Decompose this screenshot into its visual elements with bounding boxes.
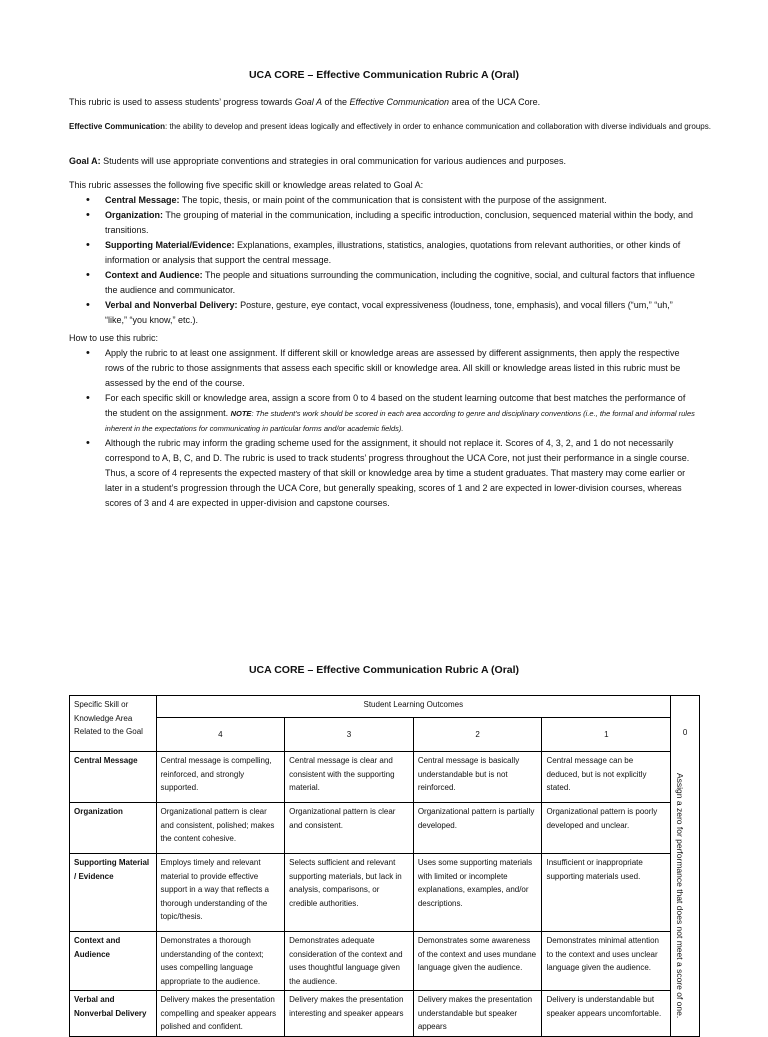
list-item (105, 193, 695, 208)
area-term: Verbal and Nonverbal Delivery: (105, 300, 238, 310)
score-header: 3 (285, 718, 414, 752)
document-title: UCA CORE – Effective Communication Rubric A (Oral) (248, 69, 520, 81)
area-term: Context and Audience: (105, 270, 203, 280)
header-row (70, 696, 700, 718)
instructions-list (105, 346, 695, 511)
table-cell: Central message is basically understandable but is not reinforced. (413, 752, 542, 803)
area-text: The grouping of material in the communication, including a specific introduction, conclusion, sequenced material within the body, and transitions. (105, 210, 693, 235)
skill-cell: Central Message (70, 752, 157, 803)
outcomes-header: Student Learning Outcomes (156, 696, 671, 718)
areas-list (105, 193, 695, 328)
goal-label: Goal A: (69, 156, 101, 166)
zero-description: Assign a zero for performance that does not meet a score of one. (675, 773, 686, 1019)
table-row (70, 854, 700, 932)
table-cell: Demonstrates minimal attention to the context and uses unclear language given the audience. (542, 932, 671, 991)
table-cell: Delivery makes the presentation compelling and speaker appears polished and confident. (156, 991, 285, 1037)
area-text: Explanations, examples, illustrations, statistics, analogies, quotations from relevant authorities, or other kinds of information or analysis that support the central message. (105, 240, 681, 265)
table-cell: Uses some supporting materials with limited or incomplete explanations, examples, and/or descriptions. (413, 854, 542, 932)
list-item: • Although the rubric may inform the grading scheme used for the assignment, it should not replace it. Scores of 4, 3, 2, and 1 do not necessarily correspond to A, B, C, and D. The rubric is used to track students’ progress throughout the UCA Core, not just their performance in a single course. Thus, a score of 4 represents the expected mastery of that skill or knowledge area by time a student graduates. That mastery may come earlier or later in a student’s progression through the UCA Core, but generally speaking, scores of 1 and 2 are expected in lower-division courses, whereas scores of 3 and 4 are expected in upper-division and capstone courses. (105, 436, 695, 511)
intro-prefix: This rubric is used to assess students’ progress towards (69, 97, 295, 107)
area-text: The people and situations surrounding the communication, including the cognitive, social, and cultural factors that influence the audience and communicator. (105, 270, 695, 295)
table-cell: Delivery is understandable but speaker appears uncomfortable. (542, 991, 671, 1037)
intro-paragraph (69, 95, 709, 109)
table-row (70, 932, 700, 991)
area-term: Supporting Material/Evidence: (105, 240, 235, 250)
goal-text: Students will use appropriate conventions and strategies in oral communication for various audiences and purposes. (100, 156, 566, 166)
note-text: : The student’s work should be scored in each area according to genre and disciplinary conventions (i.e., the formal and informal rules inherent in the expectations for communicating in particular forms and/or academic fields). (105, 409, 695, 433)
score-header: 4 (156, 718, 285, 752)
table-cell: Demonstrates some awareness of the context and uses mundane language given the audience. (413, 932, 542, 991)
goal-paragraph (69, 154, 709, 168)
zero-column (671, 696, 700, 1037)
skill-cell: Supporting Material / Evidence (70, 854, 157, 932)
area-text: Posture, gesture, eye contact, vocal expressiveness (loudness, tone, emphasis), and vocal fillers (“um,” “uh,” “like,” “you know,” etc.). (105, 300, 673, 325)
score-row (70, 718, 700, 752)
table-cell: Selects sufficient and relevant supporting materials, but lack in analysis, comparisons, or credible authorities. (285, 854, 414, 932)
table-cell: Central message can be deduced, but is not explicitly stated. (542, 752, 671, 803)
skill-cell: Verbal and Nonverbal Delivery (70, 991, 157, 1037)
zero-score: 0 (682, 728, 688, 737)
list-item (105, 391, 695, 436)
skill-cell: Organization (70, 803, 157, 854)
area-term: Organization: (105, 210, 163, 220)
rubric-table (69, 695, 700, 1037)
table-cell: Organizational pattern is partially developed. (413, 803, 542, 854)
intro-area: Effective Communication (349, 97, 450, 107)
table-cell: Delivery makes the presentation understandable but speaker appears (413, 991, 542, 1037)
list-item (105, 208, 695, 238)
intro-middle: of the (321, 97, 350, 107)
table-cell: Employs timely and relevant material to provide effective support in a way that reflects a thorough understanding of the topic/thesis. (156, 854, 285, 932)
rubric-title: UCA CORE – Effective Communication Rubric A (Oral) (248, 664, 520, 676)
list-item (105, 238, 695, 268)
table-cell: Demonstrates a thorough understanding of the context; uses compelling language appropriate to the audience. (156, 932, 285, 991)
how-to-heading: How to use this rubric: (69, 333, 159, 343)
table-cell: Delivery makes the presentation interesting and speaker appears (285, 991, 414, 1037)
table-cell: Organizational pattern is clear and consistent, polished; makes the content cohesive. (156, 803, 285, 854)
instruction-text: For each specific skill or knowledge area, assign a score from 0 to 4 based on the student learning outcome that best matches the performance of the student on the assignment. (105, 393, 686, 418)
intro-goal: Goal A (294, 97, 322, 107)
skill-cell: Context and Audience (70, 932, 157, 991)
table-cell: Central message is clear and consistent with the supporting material. (285, 752, 414, 803)
areas-intro: This rubric assesses the following five specific skill or knowledge areas related to Goal A: (69, 180, 424, 190)
area-text: The topic, thesis, or main point of the communication that is consistent with the purpose of the assignment. (179, 195, 607, 205)
definition-term: Effective Communication (69, 122, 166, 131)
note-label: NOTE (230, 409, 252, 418)
score-header: 2 (413, 718, 542, 752)
intro-suffix: area of the UCA Core. (449, 97, 541, 107)
table-cell: Organizational pattern is clear and consistent. (285, 803, 414, 854)
table-cell: Insufficient or inappropriate supporting materials used. (542, 854, 671, 932)
table-cell: Demonstrates adequate consideration of the context and uses thoughtful language given the audience. (285, 932, 414, 991)
list-item: • Apply the rubric to at least one assignment. If different skill or knowledge areas are assessed by different assignments, then apply the respective rows of the rubric to those assignments that assess each specific skill or knowledge area. All skill or knowledge areas listed in this rubric must be assessed by the end of the course. (105, 346, 695, 391)
table-cell: Organizational pattern is poorly developed and unclear. (542, 803, 671, 854)
table-row (70, 752, 700, 803)
list-item (105, 298, 695, 328)
definition-paragraph (69, 121, 729, 132)
table-row (70, 803, 700, 854)
table-cell: Central message is compelling, reinforced, and strongly supported. (156, 752, 285, 803)
score-header: 1 (542, 718, 671, 752)
corner-header: Specific Skill or Knowledge Area Related to the Goal (70, 696, 157, 752)
definition-text: : the ability to develop and present ideas logically and effectively in order to enhance communication and collaboration with diverse individuals and groups. (165, 122, 711, 131)
list-item (105, 268, 695, 298)
table-row (70, 991, 700, 1037)
area-term: Central Message: (105, 195, 180, 205)
